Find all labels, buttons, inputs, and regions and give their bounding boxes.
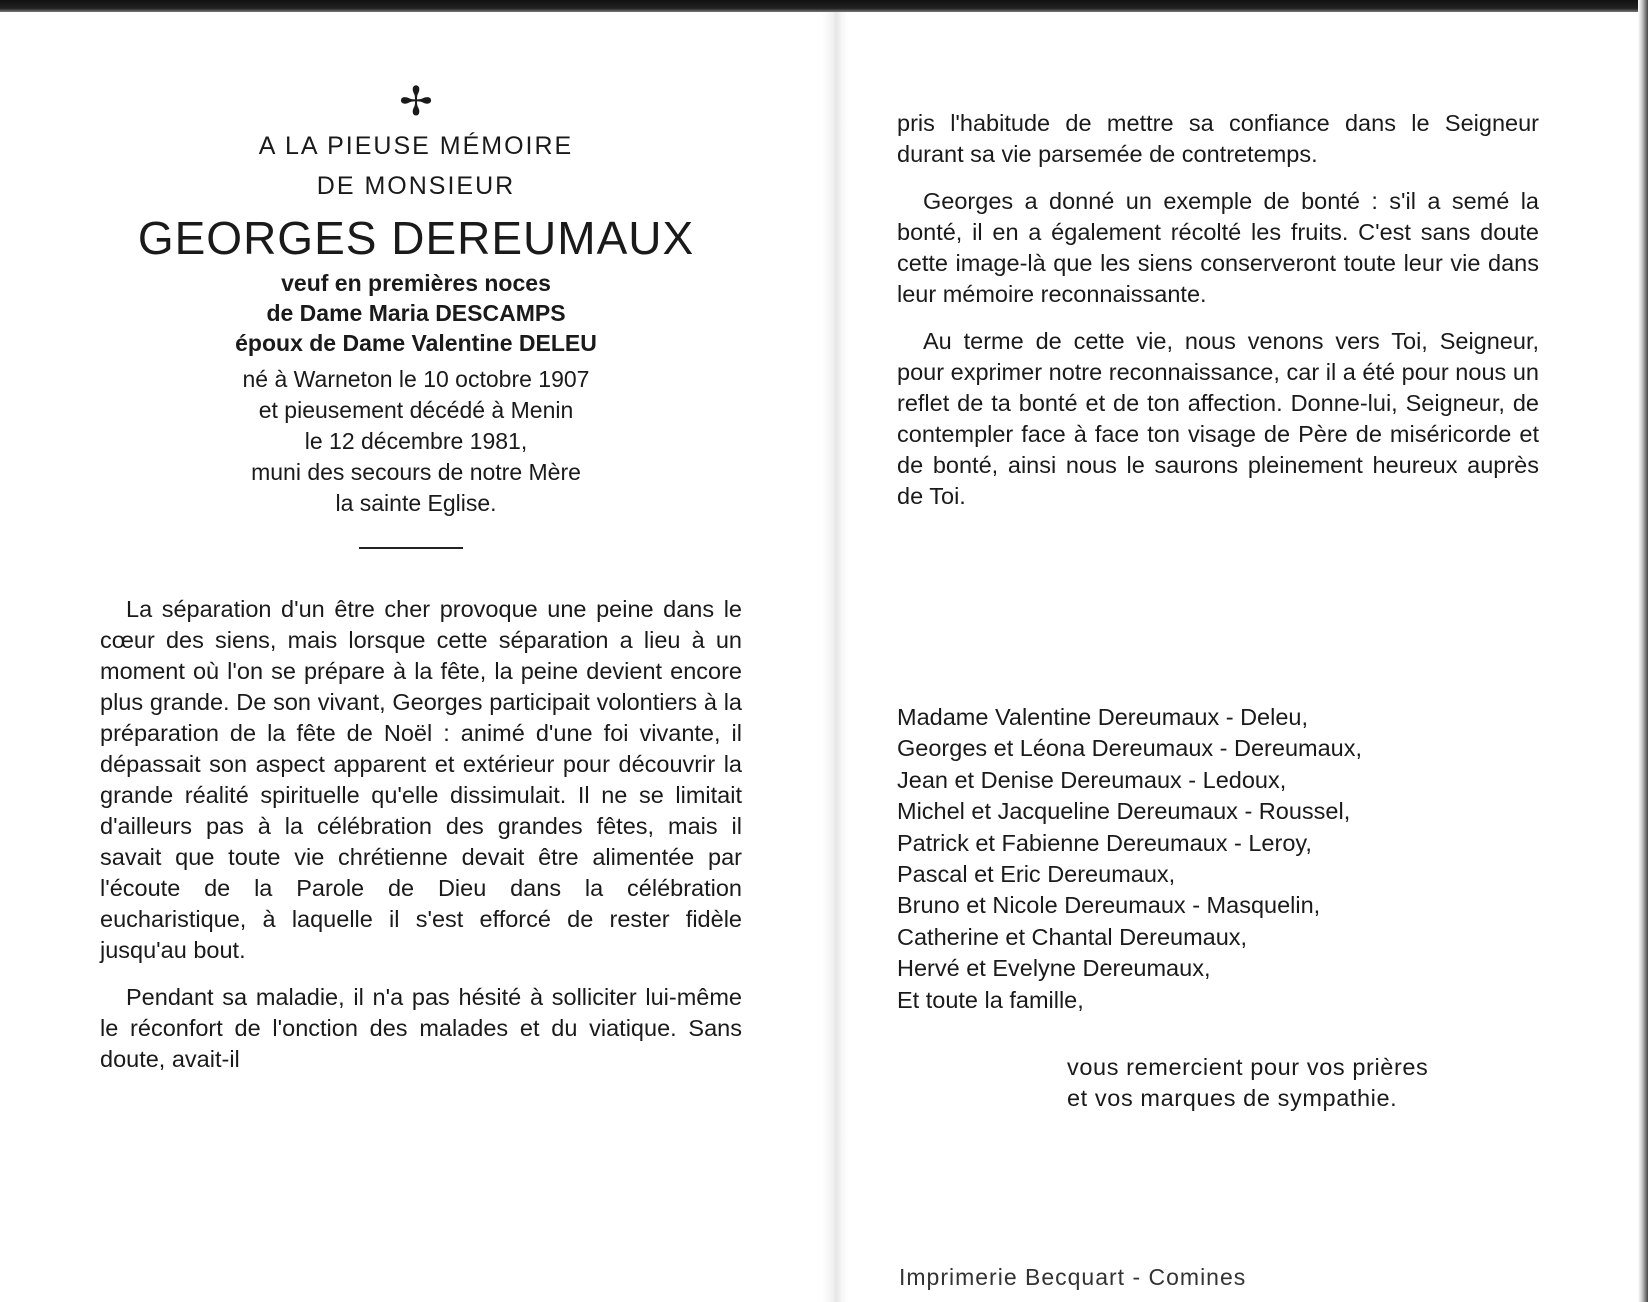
family-member: Pascal et Eric Dereumaux,: [897, 861, 1176, 888]
left-page: [100, 80, 742, 1230]
cross-icon: ✢: [399, 79, 433, 125]
right-page: [897, 108, 1539, 1288]
paragraph-prayer: Au terme de cette vie, nous venons vers Toi, Seigneur, pour exprimer notre reconnaissance, car il a été pour nous un reflet de ta bonté et de ton affection. Donne-lui, Seigneur, de contempler face à face ton visage de Père de miséricorde et de bonté, ainsi nous le saurons pleinement heureux auprès de Toi.: [897, 328, 1539, 509]
paragraph-kindness: Georges a donné un exemple de bonté : s'il a semé la bonté, il en a également récolté les fruits. C'est sans doute cette image-là que les siens conserveront toute leur vie dans leur mémoire reconnaissante.: [897, 188, 1539, 307]
sacraments-line: muni des secours de notre Mère: [251, 459, 581, 485]
divider: [359, 547, 463, 549]
paragraph-illness: Pendant sa maladie, il n'a pas hésité à solliciter lui-même le réconfort de l'onction des malades et du viatique. Sans doute, avait-il: [100, 984, 742, 1072]
family-member: Michel et Jacqueline Dereumaux - Roussel,: [897, 798, 1351, 825]
death-line: et pieusement décédé à Menin: [258, 397, 574, 423]
paragraph-separation: La séparation d'un être cher provoque une peine dans le cœur des siens, mais lorsque cette séparation a lieu à un moment où l'on se prépare à la fête, la peine devient encore plus grande. De son vivant, Georges participait volontiers à la préparation de la fête de Noël : animé d'une foi vivante, il dépassait son aspect apparent et extérieur pour découvrir la grande réalité spirituelle qu'elle dissimulait. Il ne se limitait d'ailleurs pas à la célébration des grandes fêtes, mais il savait que toute vie chrétienne devait être alimentée par l'écoute de la Parole de Dieu dans la célébration eucharistique, à laquelle il s'est efforcé de rester fidèle jusqu'au bout.: [100, 596, 742, 963]
left-body-text: [100, 594, 742, 1075]
family-member: Georges et Léona Dereumaux - Dereumaux,: [897, 735, 1363, 762]
family-member: Catherine et Chantal Dereumaux,: [897, 923, 1248, 950]
family-member: Et toute la famille,: [897, 986, 1084, 1013]
thanks-line-1: vous remercient pour vos prières: [1067, 1054, 1429, 1081]
card-right-edge: [1638, 0, 1648, 1302]
death-date-line: le 12 décembre 1981,: [304, 428, 528, 454]
printer-credit: Imprimerie Becquart - Comines: [899, 1264, 1247, 1290]
church-line: la sainte Eglise.: [335, 490, 497, 516]
card-fold: [822, 12, 848, 1302]
family-list: [897, 702, 1539, 1016]
thanks-block: [1067, 1052, 1539, 1114]
marriage-line-3: époux de Dame Valentine DELEU: [235, 330, 597, 356]
birth-line: né à Warneton le 10 octobre 1907: [242, 366, 590, 392]
memorial-header-line-2: DE MONSIEUR: [316, 172, 516, 200]
card-top-edge: [0, 0, 1648, 12]
family-member: Madame Valentine Dereumaux - Deleu,: [897, 704, 1309, 730]
memorial-header-line-1: A LA PIEUSE MÉMOIRE: [258, 132, 574, 160]
marriage-line-1: veuf en premières noces: [281, 270, 551, 296]
marriage-line-2: de Dame Maria DESCAMPS: [266, 300, 566, 326]
deceased-name: GEORGES DEREUMAUX: [137, 212, 695, 264]
life-details: [100, 364, 742, 519]
family-member: Hervé et Evelyne Dereumaux,: [897, 955, 1211, 982]
paragraph-confidence: pris l'habitude de mettre sa confiance dans le Seigneur durant sa vie parsemée de contretemps.: [897, 110, 1539, 167]
family-member: Jean et Denise Dereumaux - Ledoux,: [897, 766, 1287, 793]
family-member: Bruno et Nicole Dereumaux - Masquelin,: [897, 892, 1321, 919]
thanks-line-2: et vos marques de sympathie.: [1067, 1085, 1398, 1112]
family-member: Patrick et Fabienne Dereumaux - Leroy,: [897, 829, 1312, 856]
